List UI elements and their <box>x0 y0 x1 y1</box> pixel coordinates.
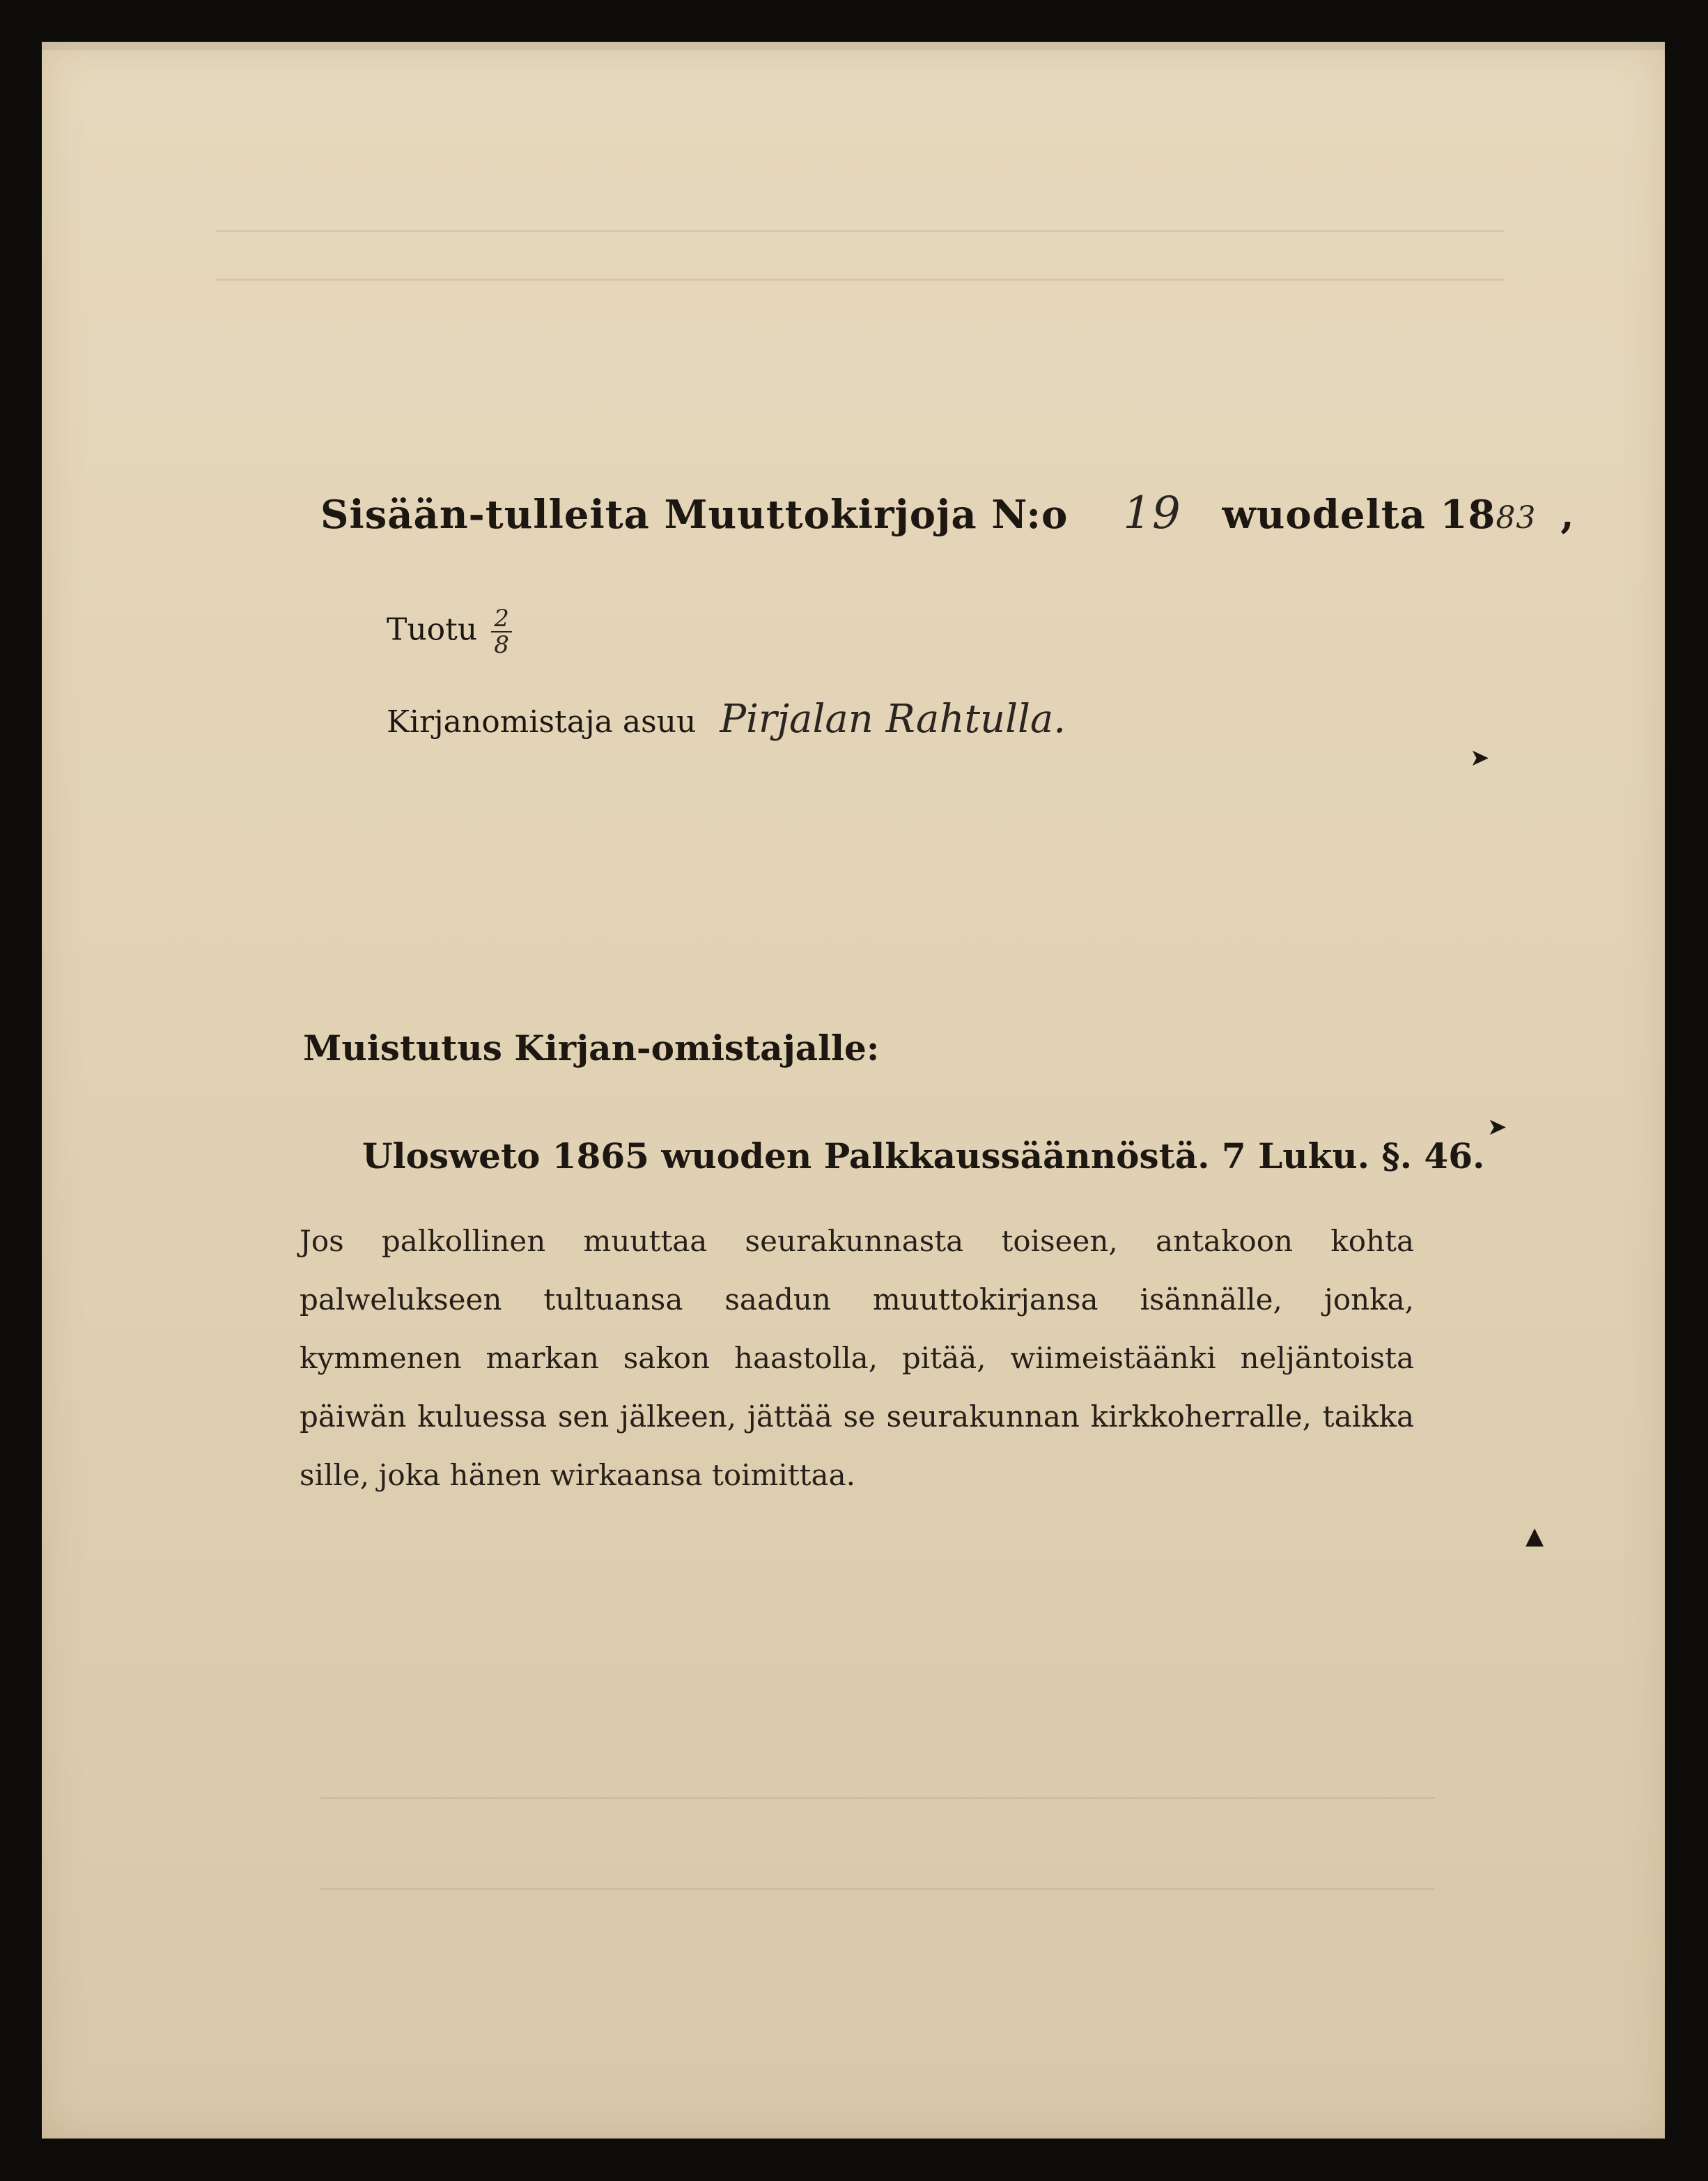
produced-label: Tuotu <box>387 612 478 648</box>
notice-heading: Muistutus Kirjan-omistajalle: <box>303 1027 880 1069</box>
produced-date <box>491 606 512 658</box>
owner-place: Pirjalan Rahtulla. <box>720 697 1066 742</box>
owner-label: Kirjanomistaja asuu <box>387 704 697 740</box>
triangle-mark-icon: ▲ <box>1525 1522 1544 1550</box>
title-prefix: Sisään-tulleita Muuttokirjoja N:o <box>320 492 1069 538</box>
bleed-through-line <box>320 1797 1435 1799</box>
year-suffix: 83 <box>1496 500 1537 536</box>
paper-top-edge <box>42 42 1665 50</box>
bleed-through-line <box>320 1888 1435 1890</box>
arrow-mark-icon: ➤ <box>1487 1113 1507 1141</box>
owner-row <box>387 697 1066 742</box>
title-comma: , <box>1560 492 1575 538</box>
arrow-mark-icon: ➤ <box>1470 744 1490 772</box>
bleed-through-line <box>216 230 1505 232</box>
produced-date-month: 8 <box>494 631 509 659</box>
bleed-through-line <box>216 279 1505 281</box>
produced-row <box>387 606 512 658</box>
year-label: wuodelta 18 <box>1222 492 1496 538</box>
produced-date-day: 2 <box>491 606 512 632</box>
notice-body: Jos palkollinen muuttaa seurakunnasta toiseen, antakoon kohta palwelukseen tultuansa saadun muuttokirjansa isännälle, jonka, kymmenen markan sakon haastolla, pitää, wiimeistäänki neljäntoista päiwän kuluessa sen jälkeen, jättää se seurakunnan kirkkoherralle, taikka sille, joka hänen wirkaansa toimittaa. <box>300 1224 1414 1492</box>
form-title <box>320 488 1575 539</box>
document-number: 19 <box>1123 488 1181 539</box>
law-reference: Ulosweto 1865 wuoden Palkkaussäännöstä. 7 Luku. §. 46. <box>362 1135 1485 1177</box>
document-page <box>42 42 1665 2139</box>
